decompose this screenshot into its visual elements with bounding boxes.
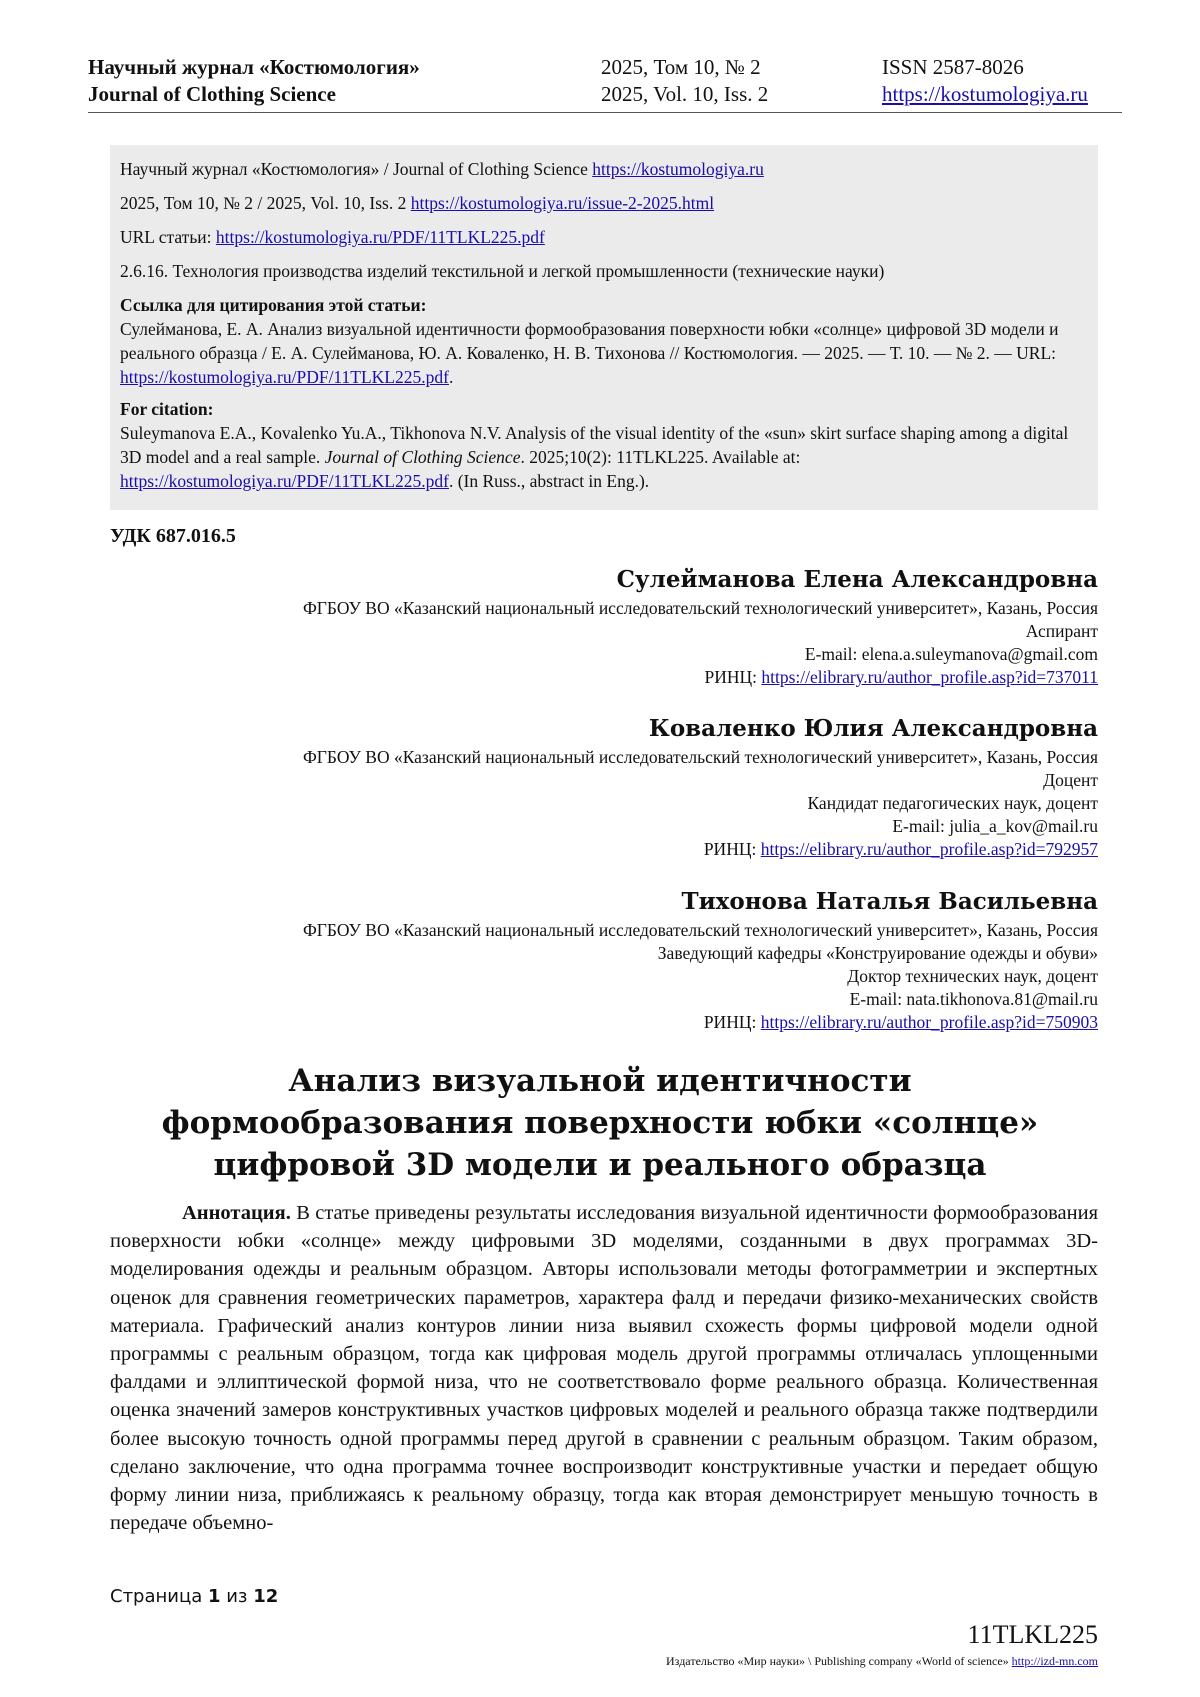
author-email: E-mail: nata.tikhonova.81@mail.ru [849,989,1098,1009]
issue-ru: 2025, Том 10, № 2 [601,55,761,79]
udk: УДК 687.016.5 [110,525,236,547]
citation-line-journal: Научный журнал «Костюмология» / Journal of Clothing Science https://kostumologiya.ru [120,159,764,179]
citation-box [110,145,1098,510]
publisher-link[interactable]: http://izd-mn.com [1011,1654,1098,1668]
citation-en-link[interactable]: https://kostumologiya.ru/PDF/11TLKL225.pdf [120,471,449,491]
abstract-text: В статье приведены результаты исследования визуальной идентичности формообразования поверхности юбки «солнце» между цифровыми 3D моделями, созданными в двух программах 3D-моделирования одежды и реальным образцом. Авторы использовали методы фотограмметрии и экспертных оценок для сравнения геометрических параметров, характера фалд и передачи физико-механических свойств материала. Графический анализ контуров линии низа выявил схожесть формы цифровой модели одной программы с реальным образцом, тогда как цифровая модель другой программы отличалась уплощенными фалдами и эллиптической формой низа, что не соответствовало форме реального образца. Количественная оценка значений замеров конструктивных участков цифровых моделей и реального образца также подтвердили более высокую точность одной программы перед другой в сравнении с реальным образцом. Таким образом, сделано заключение, что одна программа точнее воспроизводит конструктивные участки и передает общую форму линии низа, приближаясь к реальному образцу, тогда как вторая демонстрирует меньшую точность в передаче объемно- [110,1202,1098,1535]
title-line: цифровой 3D модели и реального образца [213,1147,987,1183]
header-issn [882,54,1088,108]
title-line: формообразования поверхности юбки «солнце» [161,1105,1039,1141]
citation-ru-heading: Ссылка для цитирования этой статьи: [120,295,427,315]
article-url-link[interactable]: https://kostumologiya.ru/PDF/11TLKL225.pdf [215,227,545,247]
running-header [88,54,1122,113]
author-rinc-link[interactable]: https://elibrary.ru/author_profile.asp?id=792957 [760,839,1098,859]
citation-line-issue: 2025, Том 10, № 2 / 2025, Vol. 10, Iss. 2 https://kostumologiya.ru/issue-2-2025.html [120,193,715,213]
issue-en: 2025, Vol. 10, Iss. 2 [601,82,769,106]
citation-en-heading: For citation: [120,399,214,419]
author-name: Тихонова Наталья Васильевна [681,888,1098,915]
author-degree: Доктор технических наук, доцент [847,966,1098,986]
header-journal [88,54,420,108]
author-block [98,712,1098,861]
title-line: Анализ визуальной идентичности [288,1063,912,1099]
article-title [100,1060,1100,1186]
author-block [98,563,1098,689]
abstract-label: Аннотация. [182,1202,291,1224]
author-affiliation: ФГБОУ ВО «Казанский национальный исследовательский технологический университет», Казань, Россия [302,920,1098,940]
author-email: E-mail: julia_a_kov@mail.ru [892,816,1098,836]
issn: ISSN 2587-8026 [882,55,1024,79]
citation-en: For citation: Suleymanova E.A., Kovalenko Yu.A., Tikhonova N.V. Analysis of the visual identity of the «sun» skirt surface shaping among a digital 3D model and a real sample. Journal of Clothing Science. 2025;10(2): 11TLKL225. Available at: https://kostumologiya.ru/PDF/11TLKL225.pdf. (In Russ., abstract in Eng.). [120,397,1090,493]
author-degree: Кандидат педагогических наук, доцент [807,793,1098,813]
author-position: Заведующий кафедры «Конструирование одежды и обуви» [657,943,1098,963]
header-issue [601,54,768,108]
citation-ru-link[interactable]: https://kostumologiya.ru/PDF/11TLKL225.pdf [120,367,449,387]
journal-name-en: Journal of Clothing Science [88,82,336,106]
author-rinc-link[interactable]: https://elibrary.ru/author_profile.asp?id=750903 [760,1012,1098,1032]
issue-link[interactable]: https://kostumologiya.ru/issue-2-2025.html [410,193,715,213]
citation-en-text: Suleymanova E.A., Kovalenko Yu.A., Tikhonova N.V. Analysis of the visual identity of the «sun» skirt surface shaping among a digital 3D model and a real sample. [120,423,1069,467]
author-rinc-link[interactable]: https://elibrary.ru/author_profile.asp?id=737011 [761,667,1098,687]
article-code: 11TLKL225 [967,1620,1098,1649]
author-block [98,885,1098,1034]
journal-link[interactable]: https://kostumologiya.ru [592,159,764,179]
author-position: Доцент [1043,770,1098,790]
journal-site-link[interactable]: https://kostumologiya.ru [882,82,1088,106]
author-affiliation: ФГБОУ ВО «Казанский национальный исследовательский технологический университет», Казань, Россия [302,598,1098,618]
citation-en-journal: Journal of Clothing Science [324,447,521,467]
author-name: Сулейманова Елена Александровна [616,566,1098,593]
author-position: Аспирант [1025,621,1098,641]
author-rinc: РИНЦ: https://elibrary.ru/author_profile.asp?id=792957 [703,839,1098,859]
citation-ru-text: Сулейманова, Е. А. Анализ визуальной идентичности формообразования поверхности юбки «солнце» цифровой 3D модели и реального образца / Е. А. Сулейманова, Ю. А. Коваленко, Н. В. Тихонова // Костюмология. — 2025. — Т. 10. — № 2. — URL: [120,319,1059,363]
citation-line-specialty: 2.6.16. Технология производства изделий текстильной и легкой промышленности (технические науки) [120,261,885,281]
publisher-line: Издательство «Мир науки» \ Publishing company «World of science» http://izd-mn.com [666,1654,1098,1668]
author-name: Коваленко Юлия Александровна [648,715,1098,742]
author-rinc: РИНЦ: https://elibrary.ru/author_profile.asp?id=737011 [704,667,1098,687]
author-rinc: РИНЦ: https://elibrary.ru/author_profile.asp?id=750903 [703,1012,1098,1032]
citation-ru: Ссылка для цитирования этой статьи: Сулейманова, Е. А. Анализ визуальной идентичности формообразования поверхности юбки «солнце» цифровой 3D модели и реального образца / Е. А. Сулейманова, Ю. А. Коваленко, Н. В. Тихонова // Костюмология. — 2025. — Т. 10. — № 2. — URL: https://kostumologiya.ru/PDF/11TLKL225.pdf. [120,293,1090,389]
citation-line-url: URL статьи: https://kostumologiya.ru/PDF/11TLKL225.pdf [120,227,545,247]
author-affiliation: ФГБОУ ВО «Казанский национальный исследовательский технологический университет», Казань, Россия [302,747,1098,767]
journal-name-ru: Научный журнал «Костюмология» [88,55,420,79]
author-email: E-mail: elena.a.suleymanova@gmail.com [804,644,1098,664]
abstract [110,1199,1098,1537]
page-number: Страница 1 из 12 [110,1586,279,1607]
